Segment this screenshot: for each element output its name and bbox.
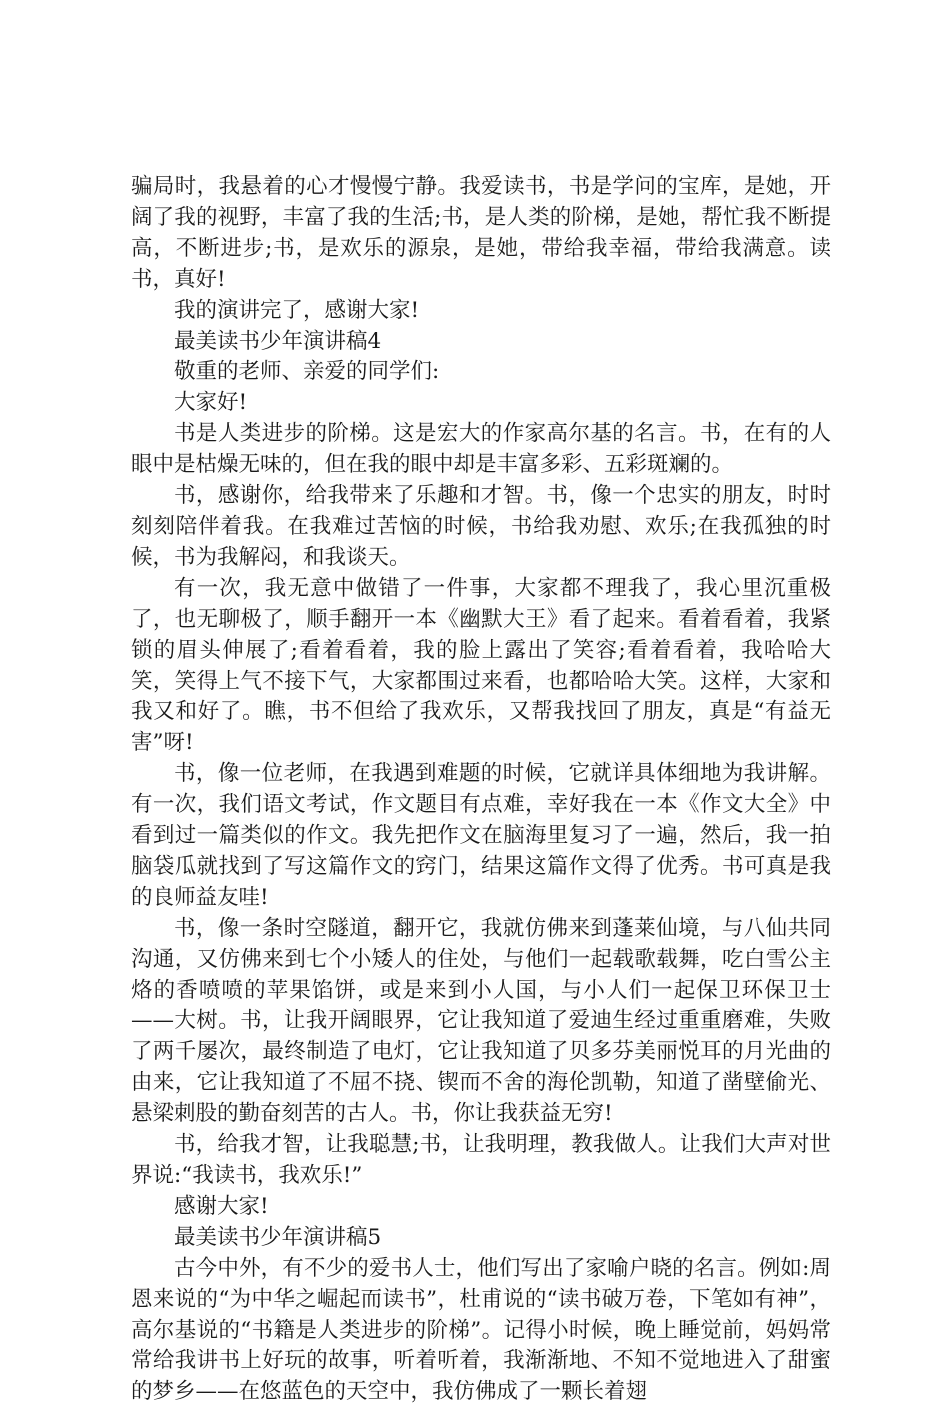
greeting: 大家好! xyxy=(174,390,248,416)
paragraph-9: 书，像一位老师，在我遇到难题的时候，它就详具体细地为我讲解。有一次，我们语文考试，作文题目有点难，幸好我在一本《作文大全》中看到过一篇类似的作文。我先把作文在脑海里复习了一遍，然后，我一拍脑袋瓜就找到了写这篇作文的窍门，结果这篇作文得了优秀。书可真是我的良师益友哇! xyxy=(131,761,831,910)
paragraph-1: 骗局时，我悬着的心才慢慢宁静。我爱读书，书是学问的宝库，是她，开阔了我的视野，丰富了我的生活;书，是人类的阶梯，是她，帮忙我不断提高，不断进步;书，是欢乐的源泉，是她，带给我幸福，带给我满意。读书，真好! xyxy=(131,174,831,292)
paragraph-2: 我的演讲完了，感谢大家! xyxy=(174,297,420,323)
paragraph-14: 古今中外，有不少的爱书人士，他们写出了家喻户晓的名言。例如:周恩来说的“为中华之崛起而读书”，杜甫说的“读书破万卷，下笔如有神”，高尔基说的“书籍是人类进步的阶梯”。记得小时候，晚上睡觉前，妈妈常常给我讲书上好玩的故事，听着听着，我渐渐地、不知不觉地进入了甜蜜的梦乡——在悠蓝色的天空中，我仿佛成了一颗长着翅 xyxy=(131,1255,831,1405)
closing-thanks: 感谢大家! xyxy=(174,1193,269,1219)
document-page xyxy=(131,172,831,1408)
paragraph-8: 有一次，我无意中做错了一件事，大家都不理我了，我心里沉重极了，也无聊极了，顺手翻开一本《幽默大王》看了起来。看着看着，我紧锁的眉头伸展了;看着看着，我的脸上露出了笑容;看着看着，我哈哈大笑，笑得上气不接下气，大家都围过来看，也都哈哈大笑。这样，大家和我又和好了。瞧，书不但给了我欢乐，又帮我找回了朋友，真是“有益无害”呀! xyxy=(131,575,831,756)
section-heading-5: 最美读书少年演讲稿5 xyxy=(174,1224,382,1250)
section-heading-4: 最美读书少年演讲稿4 xyxy=(174,328,382,354)
paragraph-10: 书，像一条时空隧道，翻开它，我就仿佛来到蓬莱仙境，与八仙共同沟通，又仿佛来到七个小矮人的住处，与他们一起载歌载舞，吃白雪公主烙的香喷喷的苹果馅饼，或是来到小人国，与小人们一起保卫环保卫士——大树。书，让我开阔眼界，它让我知道了爱迪生经过重重磨难，失败了两千屡次，最终制造了电灯，它让我知道了贝多芬美丽悦耳的月光曲的由来，它让我知道了不屈不挠、锲而不舍的海伦凯勒，知道了凿壁偷光、悬梁刺股的勤奋刻苦的古人。书，你让我获益无穷! xyxy=(131,915,831,1127)
paragraph-7: 书，感谢你，给我带来了乐趣和才智。书，像一个忠实的朋友，时时刻刻陪伴着我。在我难过苦恼的时候，书给我劝慰、欢乐;在我孤独的时候，书为我解闷，和我谈天。 xyxy=(131,483,831,570)
paragraph-11: 书，给我才智，让我聪慧;书，让我明理，教我做人。让我们大声对世界说:“我读书，我欢乐!” xyxy=(131,1132,831,1188)
paragraph-6: 书是人类进步的阶梯。这是宏大的作家高尔基的名言。书，在有的人眼中是枯燥无味的，但在我的眼中却是丰富多彩、五彩斑斓的。 xyxy=(131,421,831,478)
salutation: 敬重的老师、亲爱的同学们: xyxy=(174,359,440,385)
